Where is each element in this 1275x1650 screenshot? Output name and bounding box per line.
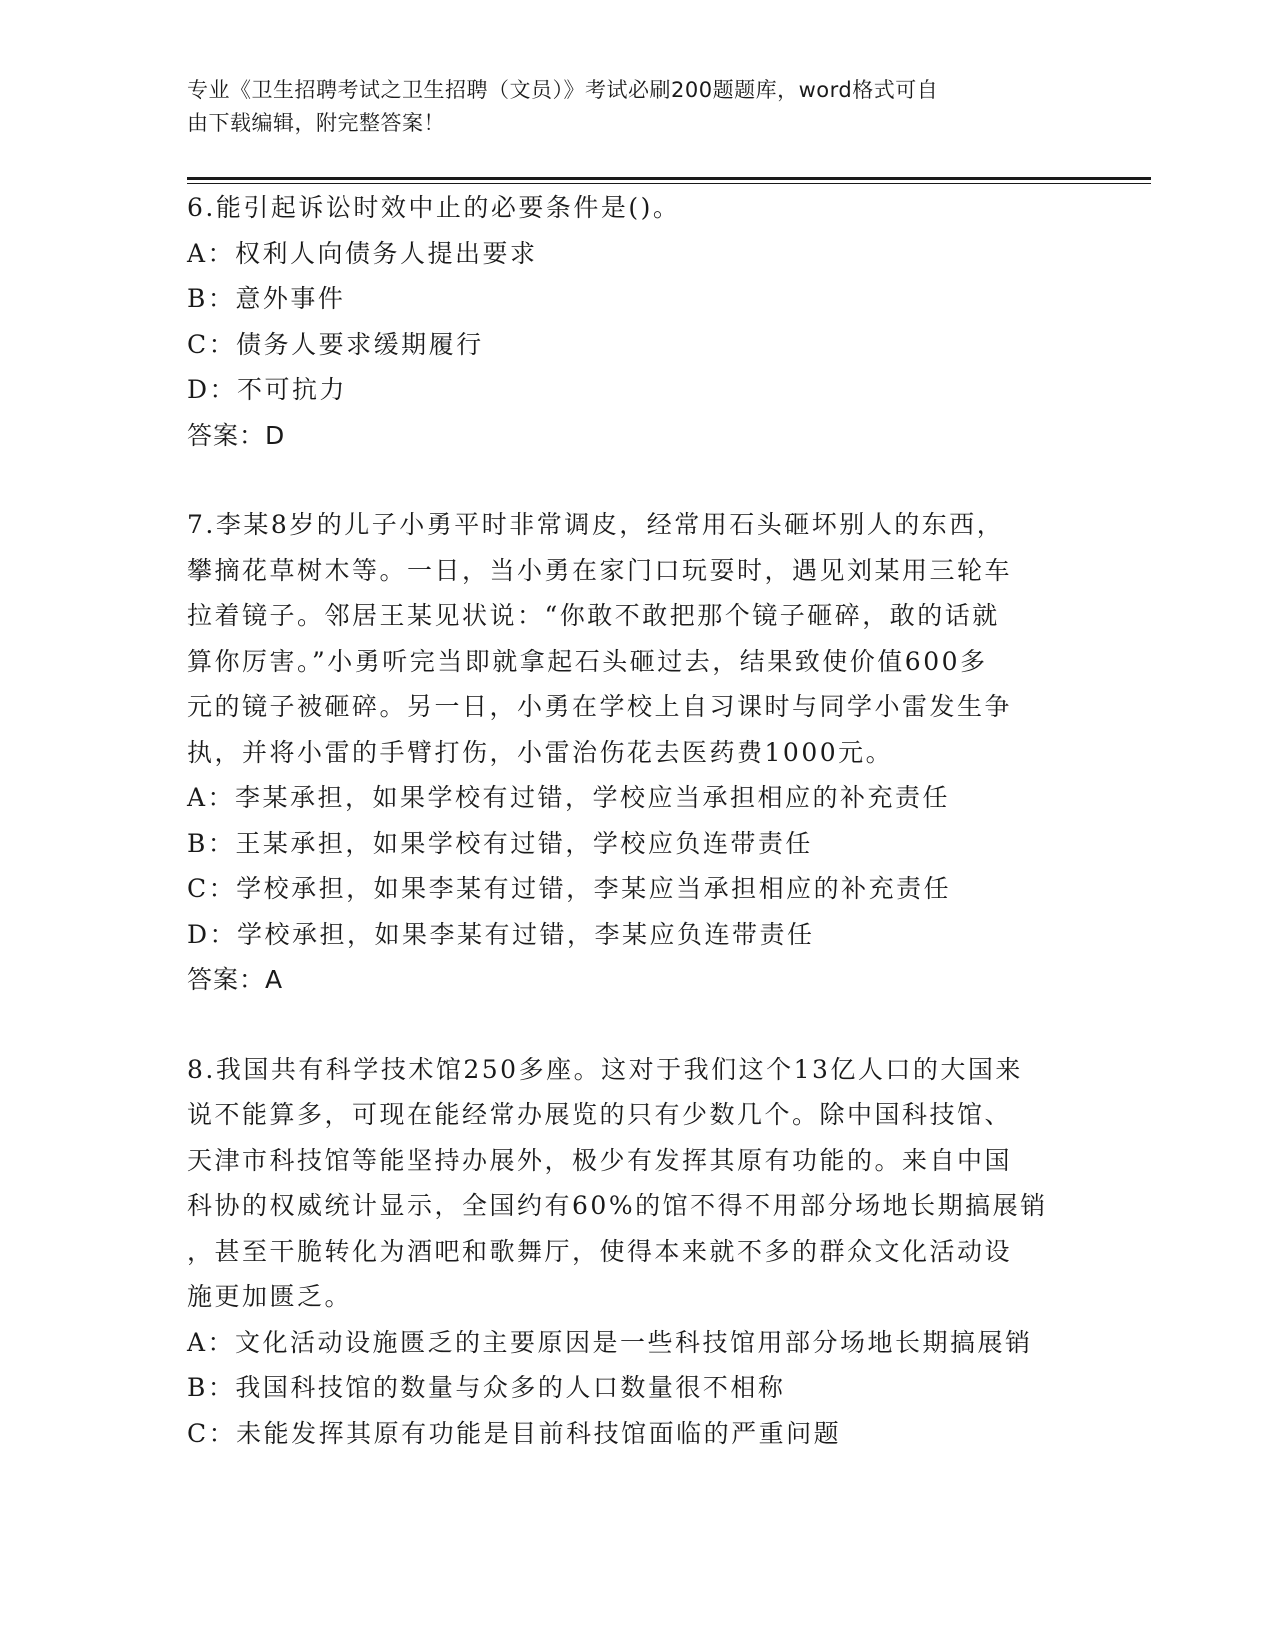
question-text-line: 7.李某8岁的儿子小勇平时非常调皮，经常用石头砸坏别人的东西，: [187, 510, 1005, 539]
header-rule-thin: [187, 183, 1151, 184]
question-spacer: [187, 1003, 1087, 1047]
question-text-line: 科协的权威统计显示，全国约有60%的馆不得不用部分场地长期搞展销: [187, 1191, 1048, 1220]
header-line-1: 专业《卫生招聘考试之卫生招聘（文员）》考试必刷200题题库，word格式可自: [187, 78, 939, 102]
question-text-line: 8.我国共有科学技术馆250多座。这对于我们这个13亿人口的大国来: [187, 1054, 1023, 1084]
question-text-line: 说不能算多，可现在能经常办展览的只有少数几个。除中国科技馆、: [187, 1100, 1013, 1129]
question-block: [187, 1047, 1087, 1457]
header-rule-thick: [187, 177, 1151, 180]
question-text-line: 元的镜子被砸碎。另一日，小勇在学校上自习课时与同学小雷发生争: [187, 692, 1013, 721]
answer-option: B：意外事件: [187, 284, 346, 313]
answer-key: 答案：A: [187, 965, 284, 994]
question-text-line: ，甚至干脆转化为酒吧和歌舞厅，使得本来就不多的群众文化活动设: [187, 1236, 1013, 1266]
answer-option: B：王某承担，如果学校有过错，学校应负连带责任: [187, 828, 813, 858]
question-block: [187, 185, 1087, 458]
question-text-line: 攀摘花草树木等。一日，当小勇在家门口玩耍时，遇见刘某用三轮车: [187, 555, 1013, 585]
question-spacer: [187, 458, 1087, 502]
answer-key: 答案：D: [187, 420, 286, 450]
question-text-line: 6.能引起诉讼时效中止的必要条件是()。: [187, 193, 681, 222]
header-line-2: 由下载编辑，附完整答案！: [187, 111, 445, 135]
answer-option: C：学校承担，如果李某有过错，李某应当承担相应的补充责任: [187, 874, 952, 903]
answer-option: C：债务人要求缓期履行: [187, 329, 484, 359]
question-list: [187, 185, 1087, 1456]
question-text-line: 天津市科技馆等能坚持办展外，极少有发挥其原有功能的。来自中国: [187, 1145, 1013, 1175]
answer-option: D：学校承担，如果李某有过错，李某应负连带责任: [187, 919, 815, 949]
question-text-line: 执，并将小雷的手臂打伤，小雷治伤花去医药费1000元。: [187, 737, 894, 767]
question-block: [187, 502, 1087, 1003]
question-text-line: 施更加匮乏。: [187, 1282, 353, 1311]
answer-option: A：权利人向债务人提出要求: [187, 238, 538, 268]
question-text-line: 算你厉害。”小勇听完当即就拿起石头砸过去，结果致使价值600多: [187, 646, 988, 676]
answer-option: A：李某承担，如果学校有过错，学校应当承担相应的补充责任: [187, 783, 951, 812]
answer-option: D：不可抗力: [187, 375, 348, 404]
answer-option: B：我国科技馆的数量与众多的人口数量很不相称: [187, 1373, 786, 1402]
answer-option: A：文化活动设施匮乏的主要原因是一些科技馆用部分场地长期搞展销: [187, 1327, 1033, 1357]
answer-option: C：未能发挥其原有功能是目前科技馆面临的严重问题: [187, 1418, 842, 1448]
question-text-line: 拉着镜子。邻居王某见状说：“你敢不敢把那个镜子砸碎，敢的话就: [187, 601, 1000, 630]
document-header: [187, 74, 1087, 140]
